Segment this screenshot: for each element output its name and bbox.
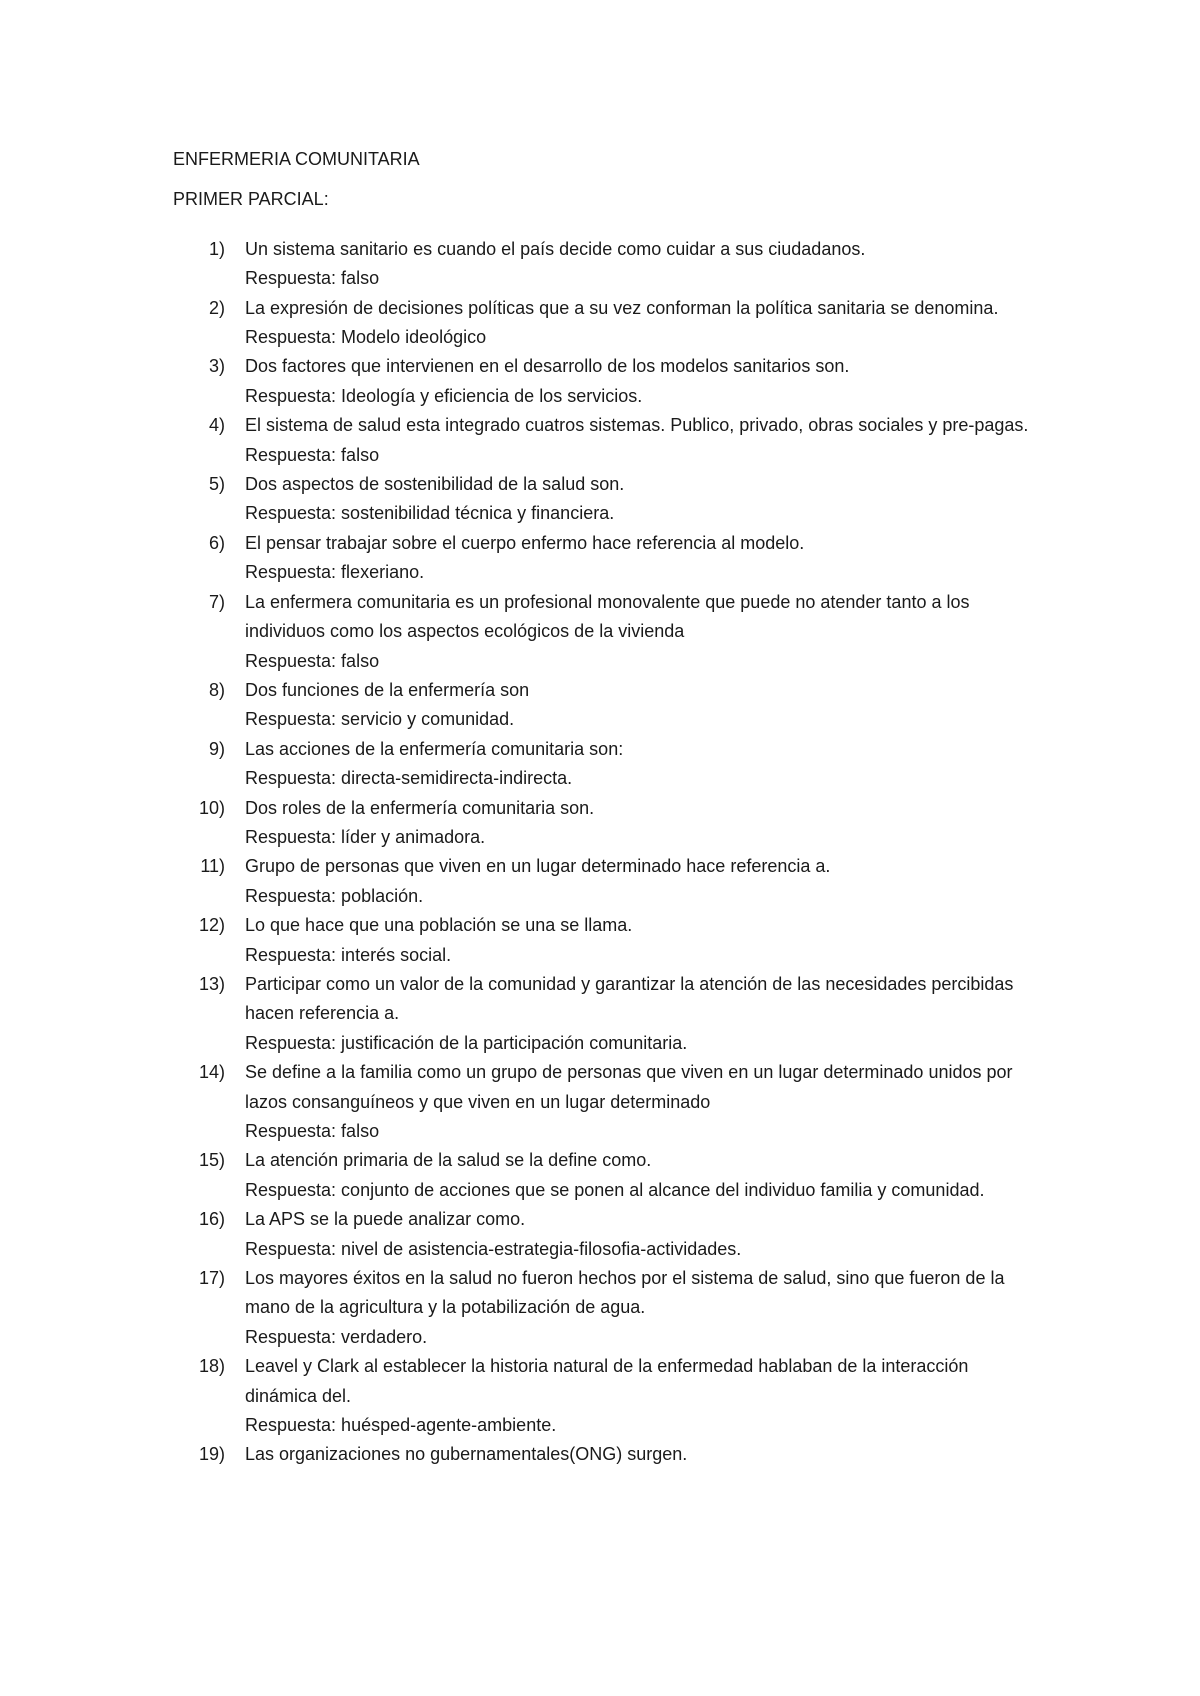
question-number: 4) — [208, 415, 225, 436]
question-item — [173, 794, 1033, 853]
question-number: 16) — [198, 1209, 225, 1230]
answer-text: Respuesta: verdadero. — [245, 1326, 428, 1347]
document-title: ENFERMERIA COMUNITARIA — [173, 149, 420, 169]
question-text: Dos factores que intervienen en el desarrollo de los modelos sanitarios son. — [245, 356, 850, 377]
question-number: 6) — [208, 532, 225, 553]
question-item — [173, 1440, 1033, 1469]
answer-text: Respuesta: directa-semidirecta-indirecta. — [245, 768, 573, 789]
question-number: 2) — [208, 297, 225, 318]
question-text: La atención primaria de la salud se la define como. — [245, 1150, 652, 1171]
question-text: La expresión de decisiones políticas que a su vez conforman la política sanitaria se denomina. — [245, 297, 999, 318]
question-number: 3) — [208, 356, 225, 377]
question-text: Los mayores éxitos en la salud no fueron hechos por el sistema de salud, sino que fueron de la mano de la agricultura y la potabilización de agua. — [245, 1268, 1005, 1318]
question-number: 14) — [198, 1062, 225, 1083]
question-number: 5) — [208, 474, 225, 495]
question-number: 9) — [208, 738, 225, 759]
question-item — [173, 1146, 1033, 1205]
answer-text: Respuesta: justificación de la participación comunitaria. — [245, 1032, 688, 1053]
answer-text: Respuesta: nivel de asistencia-estrategia-filosofia-actividades. — [245, 1238, 742, 1259]
question-item — [173, 735, 1033, 794]
question-text: Dos roles de la enfermería comunitaria son. — [245, 797, 595, 818]
question-item — [173, 970, 1033, 1058]
answer-text: Respuesta: falso — [245, 650, 380, 671]
question-text: Un sistema sanitario es cuando el país decide como cuidar a sus ciudadanos. — [245, 238, 866, 259]
question-item — [173, 1205, 1033, 1264]
question-number: 13) — [198, 973, 225, 994]
question-text: Grupo de personas que viven en un lugar determinado hace referencia a. — [245, 856, 831, 877]
question-number: 18) — [198, 1356, 225, 1377]
question-number: 7) — [208, 591, 225, 612]
question-item — [173, 294, 1033, 353]
answer-text: Respuesta: población. — [245, 885, 424, 906]
question-number: 19) — [198, 1444, 225, 1465]
question-text: Participar como un valor de la comunidad y garantizar la atención de las necesidades percibidas hacen referencia a. — [245, 973, 1014, 1024]
answer-text: Respuesta: interés social. — [245, 944, 452, 965]
question-item — [173, 1058, 1033, 1146]
question-text: Las organizaciones no gubernamentales(ONG) surgen. — [245, 1444, 688, 1465]
question-text: El pensar trabajar sobre el cuerpo enfermo hace referencia al modelo. — [245, 532, 805, 553]
answer-text: Respuesta: líder y animadora. — [245, 826, 486, 847]
question-number: 17) — [198, 1268, 225, 1289]
question-item — [173, 588, 1033, 676]
question-item — [173, 235, 1033, 294]
question-number: 10) — [198, 797, 225, 818]
question-text: Dos aspectos de sostenibilidad de la salud son. — [245, 474, 625, 495]
question-number: 8) — [208, 679, 225, 700]
answer-text: Respuesta: flexeriano. — [245, 562, 425, 583]
question-text: La APS se la puede analizar como. — [245, 1209, 526, 1230]
question-text: Dos funciones de la enfermería son — [245, 679, 530, 700]
question-text: Leavel y Clark al establecer la historia natural de la enfermedad hablaban de la interacción dinámica del. — [245, 1356, 969, 1406]
answer-text: Respuesta: falso — [245, 268, 380, 289]
question-item — [173, 1352, 1033, 1440]
question-text: La enfermera comunitaria es un profesional monovalente que puede no atender tanto a los individuos como los aspectos ecológicos de la vivienda — [245, 591, 970, 642]
question-item — [173, 676, 1033, 735]
answer-text: Respuesta: Ideología y eficiencia de los servicios. — [245, 385, 643, 406]
question-number: 12) — [198, 915, 225, 936]
question-item — [173, 911, 1033, 970]
question-number: 1) — [208, 238, 225, 259]
question-text: Las acciones de la enfermería comunitaria son: — [245, 738, 624, 759]
answer-text: Respuesta: huésped-agente-ambiente. — [245, 1415, 557, 1436]
question-number: 11) — [200, 856, 225, 877]
question-item — [173, 411, 1033, 470]
question-item — [173, 352, 1033, 411]
question-item — [173, 529, 1033, 588]
question-item — [173, 1264, 1033, 1352]
question-item — [173, 852, 1033, 911]
answer-text: Respuesta: conjunto de acciones que se ponen al alcance del individuo familia y comunidad. — [245, 1179, 985, 1200]
answer-text: Respuesta: falso — [245, 1121, 380, 1141]
question-text: El sistema de salud esta integrado cuatros sistemas. Publico, privado, obras sociales y pre-pagas. — [245, 415, 1029, 436]
answer-text: Respuesta: sostenibilidad técnica y financiera. — [245, 503, 615, 524]
question-number: 15) — [198, 1150, 225, 1171]
answer-text: Respuesta: falso — [245, 444, 380, 465]
question-text: Lo que hace que una población se una se llama. — [245, 915, 633, 936]
document-body — [173, 145, 1033, 1470]
document-subtitle: PRIMER PARCIAL: — [173, 189, 329, 210]
answer-text: Respuesta: servicio y comunidad. — [245, 709, 515, 730]
answer-text: Respuesta: Modelo ideológico — [245, 327, 487, 348]
question-list — [173, 235, 1033, 1470]
question-text: Se define a la familia como un grupo de personas que viven en un lugar determinado unidos por lazos consanguíneos y que viven en un lugar determinado — [245, 1062, 1013, 1112]
question-item — [173, 470, 1033, 529]
